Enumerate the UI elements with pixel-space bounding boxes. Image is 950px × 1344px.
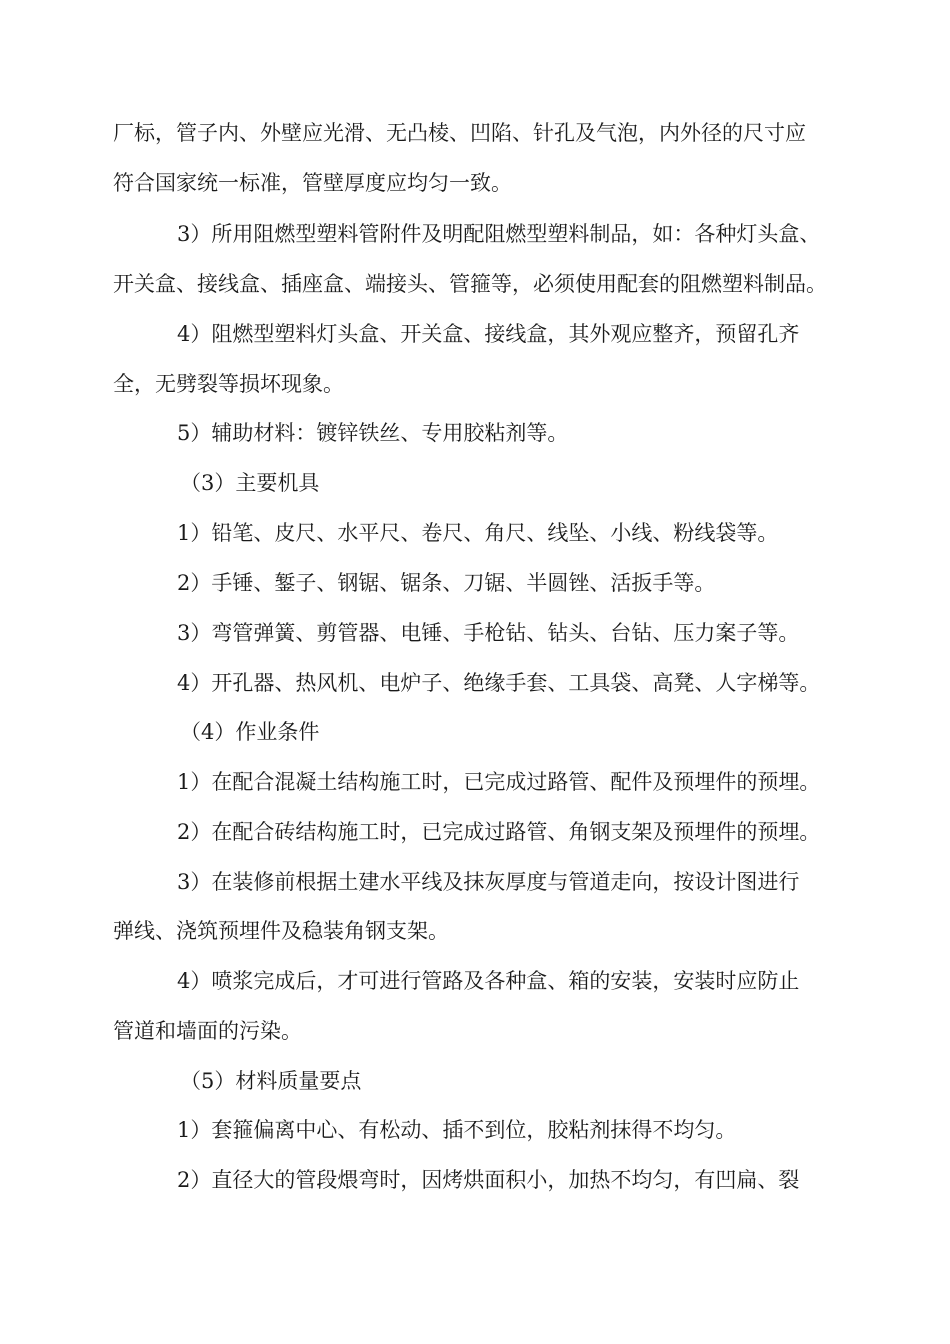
- text-line: 符合国家统一标准，管壁厚度应均匀一致。: [113, 171, 512, 195]
- list-item: 3）所用阻燃型塑料管附件及明配阻燃型塑料制品，如：各种灯头盒、: [177, 222, 821, 246]
- list-item: 2）在配合砖结构施工时，已完成过路管、角钢支架及预埋件的预埋。: [177, 820, 821, 844]
- list-item: 3）弯管弹簧、剪管器、电锤、手枪钻、钻头、台钻、压力案子等。: [177, 621, 800, 645]
- list-item: 4）喷浆完成后，才可进行管路及各种盒、箱的安装，安装时应防止: [177, 969, 800, 993]
- list-item: 4）阻燃型塑料灯头盒、开关盒、接线盒，其外观应整齐，预留孔齐: [177, 322, 800, 346]
- text-line: 开关盒、接线盒、插座盒、端接头、管箍等，必须使用配套的阻燃塑料制品。: [113, 272, 827, 296]
- section-heading: （4）作业条件: [180, 720, 320, 744]
- list-item: 4）开孔器、热风机、电炉子、绝缘手套、工具袋、高凳、人字梯等。: [177, 671, 821, 695]
- list-item: 1）在配合混凝土结构施工时，已完成过路管、配件及预埋件的预埋。: [177, 770, 821, 794]
- text-line: 管道和墙面的污染。: [113, 1019, 302, 1043]
- list-item: 1）套箍偏离中心、有松动、插不到位，胶粘剂抹得不均匀。: [177, 1118, 737, 1142]
- list-item: 2）手锤、錾子、钢锯、锯条、刀锯、半圆锉、活扳手等。: [177, 571, 716, 595]
- section-heading: （3）主要机具: [180, 471, 320, 495]
- list-item: 1）铅笔、皮尺、水平尺、卷尺、角尺、线坠、小线、粉线袋等。: [177, 521, 779, 545]
- text-line: 厂标，管子内、外壁应光滑、无凸棱、凹陷、针孔及气泡，内外径的尺寸应: [113, 121, 806, 145]
- list-item: 5）辅助材料：镀锌铁丝、专用胶粘剂等。: [177, 421, 569, 445]
- list-item: 2）直径大的管段煨弯时，因烤烘面积小，加热不均匀，有凹扁、裂: [177, 1168, 800, 1192]
- list-item: 3）在装修前根据土建水平线及抹灰厚度与管道走向，按设计图进行: [177, 870, 800, 894]
- text-line: 弹线、浇筑预埋件及稳装角钢支架。: [113, 919, 449, 943]
- section-heading: （5）材料质量要点: [180, 1069, 362, 1093]
- text-line: 全，无劈裂等损坏现象。: [113, 372, 344, 396]
